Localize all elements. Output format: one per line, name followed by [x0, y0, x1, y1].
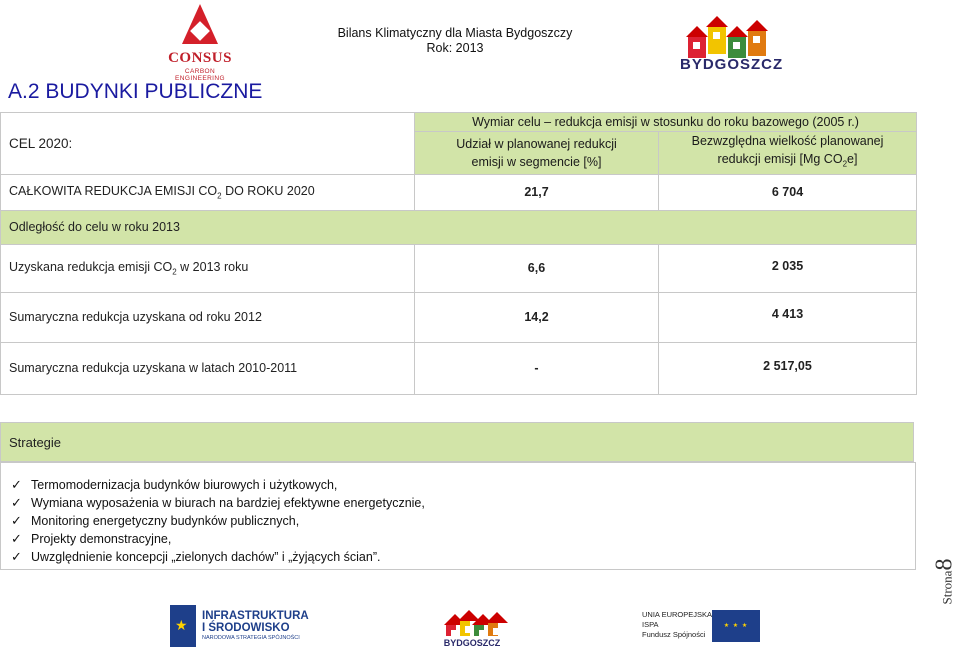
house-icon	[460, 620, 470, 636]
wymiar-header: Wymiar celu – redukcja emisji w stosunku do roku bazowego (2005 r.)	[415, 113, 917, 132]
table-row	[1, 292, 917, 342]
checkmark-icon: ✓	[11, 531, 22, 546]
house-icon	[728, 36, 746, 58]
col-header-absolute: Bezwzględna wielkość planowanej redukcji emisji [Mg $CO_2e$]	[659, 132, 917, 175]
cel-label: CEL 2020:	[1, 113, 415, 175]
star-flag-icon	[170, 605, 196, 647]
list-item: ✓ Wymiana wyposażenia w biurach na bardziej efektywne energetycznie,	[11, 495, 425, 510]
consus-logo	[160, 4, 240, 82]
checkmark-icon: ✓	[11, 477, 22, 492]
col-header-percent: Udział w planowanej redukcji emisji w segmencie [%]	[415, 132, 659, 175]
house-icon	[474, 624, 484, 636]
row-absolute: 2 035	[659, 244, 917, 292]
list-item: ✓ Monitoring energetyczny budynków publicznych,	[11, 513, 300, 528]
house-icon	[688, 36, 706, 58]
list-item: ✓ Projekty demonstracyjne,	[11, 531, 172, 546]
section-title: A.2 BUDYNKI PUBLICZNE	[8, 80, 263, 103]
house-icon	[708, 26, 726, 54]
house-icon	[748, 30, 766, 56]
checkmark-icon: ✓	[11, 549, 22, 564]
consus-logo-name: CONSUS	[168, 50, 232, 66]
document-header	[310, 26, 600, 56]
infrastruktura-logo: ★ INFRASTRUKTURA I ŚRODOWISKO NARODOWA STRATEGIA SPÓJNOŚCI	[170, 605, 300, 647]
consus-logo-sub: CARBON ENGINEERING	[175, 68, 225, 82]
eu-logo: UNIA EUROPEJSKA ISPA Fundusz Spójności ★ ★ ★	[642, 610, 762, 648]
row-label: Sumaryczna redukcja uzyskana od roku 2012	[1, 292, 415, 342]
checkmark-icon: ✓	[11, 513, 22, 528]
document-title: Bilans Klimatyczny dla Miasta Bydgoszczy	[337, 26, 573, 40]
distance-row: Odległość do celu w roku 2013	[1, 210, 917, 244]
strategies-box	[0, 462, 916, 570]
table-row	[1, 342, 917, 394]
strategies-title: Strategie	[0, 422, 914, 462]
page-label: Strona	[939, 570, 955, 605]
row-label: Sumaryczna redukcja uzyskana w latach 2010-2011	[1, 342, 415, 394]
house-icon	[446, 624, 456, 636]
row-percent: 6,6	[415, 244, 659, 292]
table-row	[1, 244, 917, 292]
row-absolute: 4 413	[659, 292, 917, 342]
total-percent: 21,7	[415, 174, 659, 210]
row-label: Uzyskana redukcja emisji $CO_2$ w 2013 roku	[1, 244, 415, 292]
row-percent: -	[415, 342, 659, 394]
bydgoszcz-logo-text: BYDGOSZCZ	[680, 56, 784, 73]
document-year: Rok: 2013	[426, 41, 484, 55]
total-label: CAŁKOWITA REDUKCJA EMISJI $CO_2$ DO ROKU 2020	[1, 174, 415, 210]
page-number-value: 8	[931, 558, 958, 571]
list-item: ✓ Termomodernizacja budynków biurowych i użytkowych,	[11, 477, 338, 492]
row-percent: 14,2	[415, 292, 659, 342]
emission-table	[0, 112, 917, 395]
house-icon	[488, 622, 498, 636]
strategies-list	[1, 463, 915, 566]
bydgoszcz-logo	[680, 6, 784, 76]
list-item: ✓ Uwzględnienie koncepcji „zielonych dachów” i „żyjących ścian”.	[11, 549, 381, 564]
page-number	[932, 534, 956, 604]
eu-flag-icon: ★ ★ ★	[712, 610, 760, 642]
row-absolute: 2 517,05	[659, 342, 917, 394]
checkmark-icon: ✓	[11, 495, 22, 510]
total-absolute: 6 704	[659, 174, 917, 210]
bydgoszcz-footer-logo: BYDGOSZCZ	[440, 610, 504, 650]
